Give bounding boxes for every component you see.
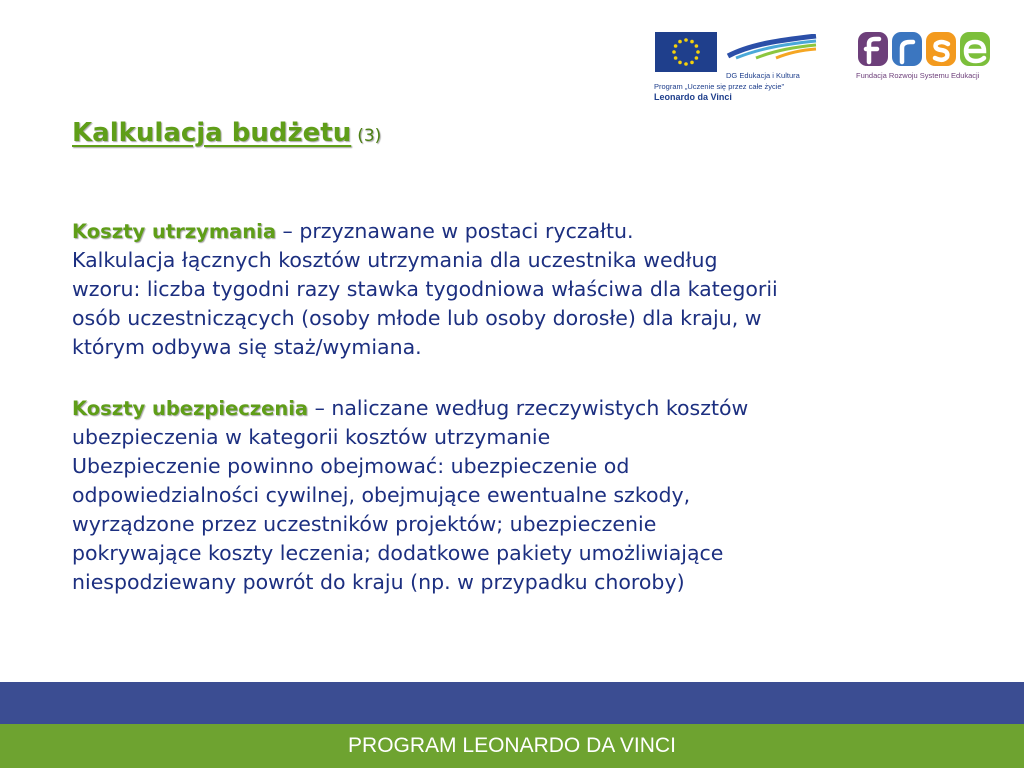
footer-program-name: PROGRAM LEONARDO DA VINCI bbox=[348, 734, 676, 757]
section-insurance-heading bbox=[72, 394, 972, 423]
frse-logo bbox=[856, 30, 998, 90]
slide-title-text: Kalkulacja budżetu bbox=[72, 118, 352, 148]
frse-logo-icon bbox=[858, 30, 994, 68]
definition-koszty-ubezpieczenia: – naliczane według rzeczywistych kosztów bbox=[308, 396, 749, 420]
paragraph-line: osób uczestniczących (osoby młode lub osoby dorosłe) dla kraju, w bbox=[72, 306, 762, 330]
eu-logo-line2: Program „Uczenie się przez całe życie” bbox=[654, 82, 785, 91]
eu-leonardo-logo bbox=[652, 28, 832, 108]
slide-title bbox=[72, 118, 381, 148]
definition-koszty-utrzymania: – przyznawane w postaci ryczałtu. bbox=[276, 219, 634, 243]
paragraph-line: którym odbywa się staż/wymiana. bbox=[72, 335, 422, 359]
frse-logo-text: Fundacja Rozwoju Systemu Edukacji bbox=[856, 71, 980, 80]
paragraph-line: Ubezpieczenie powinno obejmować: ubezpieczenie od bbox=[72, 454, 630, 478]
term-koszty-ubezpieczenia: Koszty ubezpieczenia bbox=[72, 397, 309, 420]
section-maintenance-heading bbox=[72, 217, 972, 246]
leonardo-swoosh-icon bbox=[726, 34, 818, 64]
section-spacer bbox=[72, 362, 972, 394]
paragraph-line: pokrywające koszty leczenia; dodatkowe pakiety umożliwiające bbox=[72, 541, 724, 565]
paragraph-line: odpowiedzialności cywilnej, obejmujące ewentualne szkody, bbox=[72, 483, 691, 507]
header-logos bbox=[652, 28, 997, 110]
paragraph-line: niespodziewany powrót do kraju (np. w przypadku choroby) bbox=[72, 570, 685, 594]
term-koszty-utrzymania: Koszty utrzymania bbox=[72, 220, 277, 243]
paragraph-line: wzoru: liczba tygodni razy stawka tygodniowa właściwa dla kategorii bbox=[72, 277, 778, 301]
slide-title-number: (3) bbox=[357, 126, 382, 146]
eu-flag-icon bbox=[655, 32, 717, 72]
paragraph-line: Kalkulacja łącznych kosztów utrzymania dla uczestnika według bbox=[72, 248, 718, 272]
paragraph-line: ubezpieczenia w kategorii kosztów utrzymanie bbox=[72, 425, 551, 449]
eu-logo-line3: Leonardo da Vinci bbox=[654, 92, 732, 102]
footer-blue-band bbox=[0, 682, 1024, 724]
footer-green-band bbox=[0, 724, 1024, 768]
slide-content bbox=[72, 217, 972, 597]
eu-logo-line1: DG Edukacja i Kultura bbox=[726, 71, 800, 80]
paragraph-line: wyrządzone przez uczestników projektów; ubezpieczenie bbox=[72, 512, 657, 536]
